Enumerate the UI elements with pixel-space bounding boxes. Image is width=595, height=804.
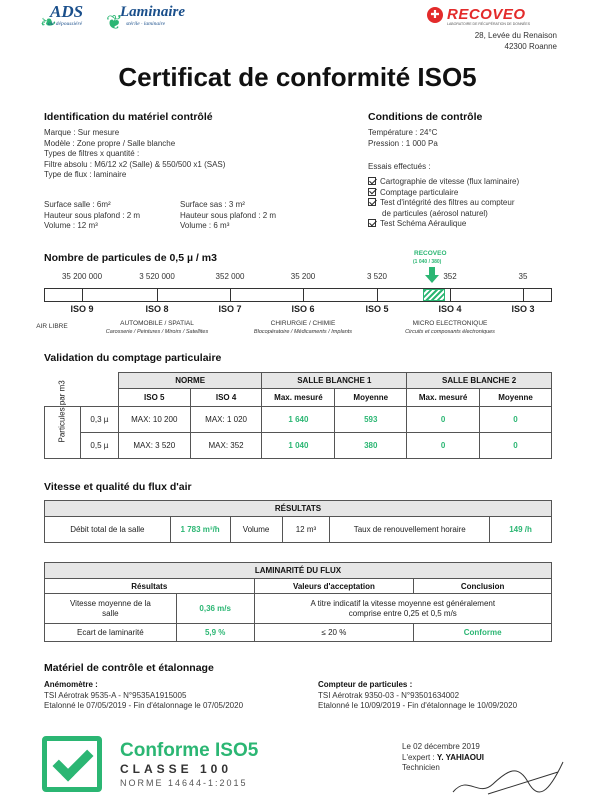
column-header: Max. mesuré xyxy=(262,389,335,407)
signature-date: Le 02 décembre 2019 xyxy=(402,742,480,751)
checkbox-checked-icon xyxy=(368,177,376,185)
essais-label: Essais effectués : xyxy=(368,162,431,171)
column-header: Max. mesuré xyxy=(407,389,480,407)
iso-label: ISO 9 xyxy=(70,304,94,314)
counter-block xyxy=(318,680,517,712)
recoveo-logo-text: RECOVEO xyxy=(447,6,526,23)
category-micro-electronique xyxy=(405,320,495,336)
id-line: Marque : Sur mesure xyxy=(44,128,120,137)
scale-tick xyxy=(523,289,524,301)
taux-label: Taux de renouvellement horaire xyxy=(330,517,490,543)
anemometer-line: TSI Aérotrak 9535-A - N°9535A1915005 xyxy=(44,690,187,700)
category-automobile xyxy=(106,320,208,336)
scale-number: 35 xyxy=(518,272,528,281)
iso-label: ISO 7 xyxy=(218,304,242,314)
expert-prefix: L'expert : xyxy=(402,752,437,762)
scale-number: 35 200 xyxy=(290,272,316,281)
sas-dimensions xyxy=(180,200,276,232)
essai-label: de particules (aérosol naturel) xyxy=(382,208,488,218)
address-line: 28, Levée du Renaison xyxy=(474,31,557,40)
badge-classe: CLASSE 100 xyxy=(120,762,233,776)
recoveo-marker-value: (1 040 / 380) xyxy=(413,259,442,265)
norm-cell: MAX: 1 020 xyxy=(190,407,262,433)
flux-heading: Vitesse et qualité du flux d'air xyxy=(44,481,192,493)
condition-line: Température : 24°C xyxy=(368,128,438,137)
lam-conclusion: Conforme xyxy=(414,624,552,642)
scale-tick xyxy=(157,289,158,301)
table-row xyxy=(45,373,552,389)
iso-label: ISO 5 xyxy=(365,304,389,314)
recoveo-logo-sub: LABORATOIRE DE RÉCUPÉRATION DE DONNÉES xyxy=(447,22,531,26)
room-dimensions xyxy=(44,200,140,232)
table-row xyxy=(45,501,552,517)
column-header: Moyenne xyxy=(480,389,552,407)
badge-title: Conforme ISO5 xyxy=(120,740,259,761)
essai-label: Test d'intégrité des filtres au compteur xyxy=(380,198,515,207)
iso-label: ISO 3 xyxy=(511,304,535,314)
essai-item xyxy=(368,188,519,199)
marker-arrow-icon xyxy=(425,275,439,283)
essai-label: Test Schéma Aéraulique xyxy=(380,219,467,228)
norm-cell: MAX: 3 520 xyxy=(118,433,190,459)
taux-value: 149 /h xyxy=(490,517,552,543)
table-row xyxy=(45,407,552,433)
iso-label: ISO 6 xyxy=(291,304,315,314)
scale-tick xyxy=(377,289,378,301)
scale-number: 35 200 000 xyxy=(61,272,103,281)
norm-cell: MAX: 352 xyxy=(190,433,262,459)
debit-label: Débit total de la salle xyxy=(45,517,171,543)
condition-line: Pression : 1 000 Pa xyxy=(368,138,438,148)
lam-label: Ecart de laminarité xyxy=(45,624,177,642)
checkbox-checked-icon xyxy=(368,219,376,227)
group-header: SALLE BLANCHE 2 xyxy=(407,373,552,389)
iso-label: ISO 8 xyxy=(145,304,169,314)
measure-cell: 0 xyxy=(407,433,480,459)
lam-label: Vitesse moyenne de la salle xyxy=(45,594,177,624)
handwritten-signature xyxy=(448,754,568,800)
table-row xyxy=(45,389,552,407)
counter-line: Etalonné le 10/09/2019 - Fin d'étalonnage le 10/09/2020 xyxy=(318,701,518,710)
essais-list xyxy=(368,177,519,230)
debit-value: 1 783 m³/h xyxy=(170,517,230,543)
company-address xyxy=(475,30,557,52)
sas-line: Surface sas : 3 m² xyxy=(180,200,245,209)
essai-item xyxy=(368,198,519,209)
column-header: ISO 5 xyxy=(118,389,190,407)
checkbox-checked-icon xyxy=(368,198,376,206)
recoveo-cross-icon: ✚ xyxy=(427,7,443,23)
room-line: Surface salle : 6m² xyxy=(44,200,111,209)
ads-logo-sub: air dépoussiéré xyxy=(48,21,83,27)
scale-tick xyxy=(230,289,231,301)
lam-accept: A titre indicatif la vitesse moyenne est généralement comprise entre 0,25 et 0,5 m/s xyxy=(254,594,551,624)
measure-cell: 1 640 xyxy=(262,407,335,433)
category-title: AIR LIBRE xyxy=(36,323,68,330)
measured-range-marker xyxy=(423,289,445,301)
materiel-heading: Matériel de contrôle et étalonnage xyxy=(44,662,214,674)
id-line: Type de flux : laminaire xyxy=(44,170,127,179)
category-sub: Blocopératoire / Médicaments / Implants xyxy=(253,329,353,335)
checkbox-checked-icon xyxy=(368,188,376,196)
laminaire-logo-sub: stérile · laminaire xyxy=(126,21,166,27)
iso-scale-bar xyxy=(44,288,552,302)
iso-label: ISO 4 xyxy=(438,304,462,314)
table-row xyxy=(45,433,552,459)
validation-table xyxy=(44,372,552,459)
essai-item xyxy=(368,219,519,230)
volume-label: Volume xyxy=(230,517,282,543)
scale-tick xyxy=(450,289,451,301)
essai-label: Cartographie de vitesse (flux laminaire) xyxy=(380,177,520,186)
conditions-lines xyxy=(368,128,438,149)
badge-norme: NORME 14644-1:2015 xyxy=(120,778,248,788)
counter-line: TSI Aérotrak 9350-03 - N°93501634002 xyxy=(318,690,460,700)
table-row xyxy=(45,517,552,543)
measure-cell: 0 xyxy=(480,407,552,433)
room-line: Hauteur sous plafond : 2 m xyxy=(44,210,141,220)
table-row xyxy=(45,579,552,594)
sas-line: Volume : 6 m³ xyxy=(180,221,230,230)
row-label-cell xyxy=(45,380,81,459)
scale-number: 3 520 000 xyxy=(139,272,175,281)
column-header: Conclusion xyxy=(414,579,552,594)
category-sub: Carosserie / Peintures / Miroirs / Satellites xyxy=(105,329,209,335)
expert-name: Y. YAHIAOUI xyxy=(436,752,485,762)
scale-tick xyxy=(82,289,83,301)
results-title: RÉSULTATS xyxy=(45,501,552,517)
empty-cell xyxy=(80,389,118,407)
anemometer-line: Etalonné le 07/05/2019 - Fin d'étalonnage le 07/05/2020 xyxy=(44,701,244,710)
counter-label: Compteur de particules : xyxy=(318,680,413,689)
checkmark-icon xyxy=(52,740,93,781)
validation-heading: Validation du comptage particulaire xyxy=(44,352,222,364)
laminarity-title: LAMINARITÉ DU FLUX xyxy=(45,563,552,579)
results-table xyxy=(44,500,552,543)
scale-number: 352 xyxy=(443,272,457,281)
scale-number: 352 000 xyxy=(215,272,245,281)
leaf-icon: ❧ xyxy=(40,12,57,34)
expert-role: Technicien xyxy=(402,763,440,772)
scale-tick xyxy=(303,289,304,301)
measure-cell: 0 xyxy=(407,407,480,433)
id-line: Filtre absolu : M6/12 x2 (Salle) & 550/500 x1 (SAS) xyxy=(44,159,226,169)
scale-heading: Nombre de particules de 0,5 µ / m3 xyxy=(44,252,217,264)
measure-cell: 593 xyxy=(335,407,407,433)
lam-value: 0,36 m/s xyxy=(176,594,254,624)
laminaire-logo-text: Laminaire xyxy=(120,4,186,20)
room-line: Volume : 12 m³ xyxy=(44,221,98,230)
anemometer-label: Anémomètre : xyxy=(44,680,98,689)
norm-cell: MAX: 10 200 xyxy=(118,407,190,433)
anemometer-block xyxy=(44,680,243,712)
empty-cell xyxy=(80,373,118,389)
ads-laminaire-logo xyxy=(40,2,190,42)
lam-accept: ≤ 20 % xyxy=(254,624,414,642)
essai-item xyxy=(368,209,519,220)
column-header: ISO 4 xyxy=(190,389,262,407)
particle-size: 0,5 µ xyxy=(80,433,118,459)
measure-cell: 0 xyxy=(480,433,552,459)
page-title: Certificat de conformité ISO5 xyxy=(118,62,477,92)
lam-value: 5,9 % xyxy=(176,624,254,642)
category-title: MICRO ELECTRONIQUE xyxy=(412,320,488,327)
essai-label: Comptage particulaire xyxy=(380,187,459,197)
conditions-heading: Conditions de contrôle xyxy=(368,111,483,123)
column-header: Moyenne xyxy=(335,389,407,407)
table-row xyxy=(45,594,552,624)
category-title: CHIRURGIE / CHIMIE xyxy=(270,320,336,327)
particle-size: 0,3 µ xyxy=(80,407,118,433)
volume-value: 12 m³ xyxy=(282,517,330,543)
measure-cell: 1 040 xyxy=(262,433,335,459)
column-header: Résultats xyxy=(45,579,255,594)
measure-cell: 380 xyxy=(335,433,407,459)
ads-logo-text: ADS xyxy=(50,2,84,21)
laminarity-table xyxy=(44,562,552,642)
scale-number: 3 520 xyxy=(366,272,388,281)
row-label: Particules par m3 xyxy=(57,380,67,443)
essai-item xyxy=(368,177,519,188)
identification-lines xyxy=(44,128,225,181)
address-line: 42300 Roanne xyxy=(504,42,557,51)
identification-heading: Identification du matériel contrôlé xyxy=(44,111,213,123)
category-title: AUTOMOBILE / SPATIAL xyxy=(120,320,194,327)
recoveo-marker-label: RECOVEO xyxy=(414,250,447,257)
leaf-icon: ❦ xyxy=(106,12,123,34)
table-row xyxy=(45,624,552,642)
id-line: Types de filtres x quantité : xyxy=(44,149,140,158)
recoveo-logo xyxy=(427,6,557,28)
group-header: NORME xyxy=(118,373,262,389)
conformity-check-badge xyxy=(42,736,102,792)
column-header: Valeurs d'acceptation xyxy=(254,579,414,594)
sas-line: Hauteur sous plafond : 2 m xyxy=(180,210,277,220)
group-header: SALLE BLANCHE 1 xyxy=(262,373,407,389)
category-sub: Circuits et composants électroniques xyxy=(405,329,495,335)
category-chirurgie xyxy=(254,320,352,336)
category-air-libre xyxy=(36,323,67,331)
id-line: Modèle : Zone propre / Salle blanche xyxy=(44,138,176,148)
table-row xyxy=(45,563,552,579)
